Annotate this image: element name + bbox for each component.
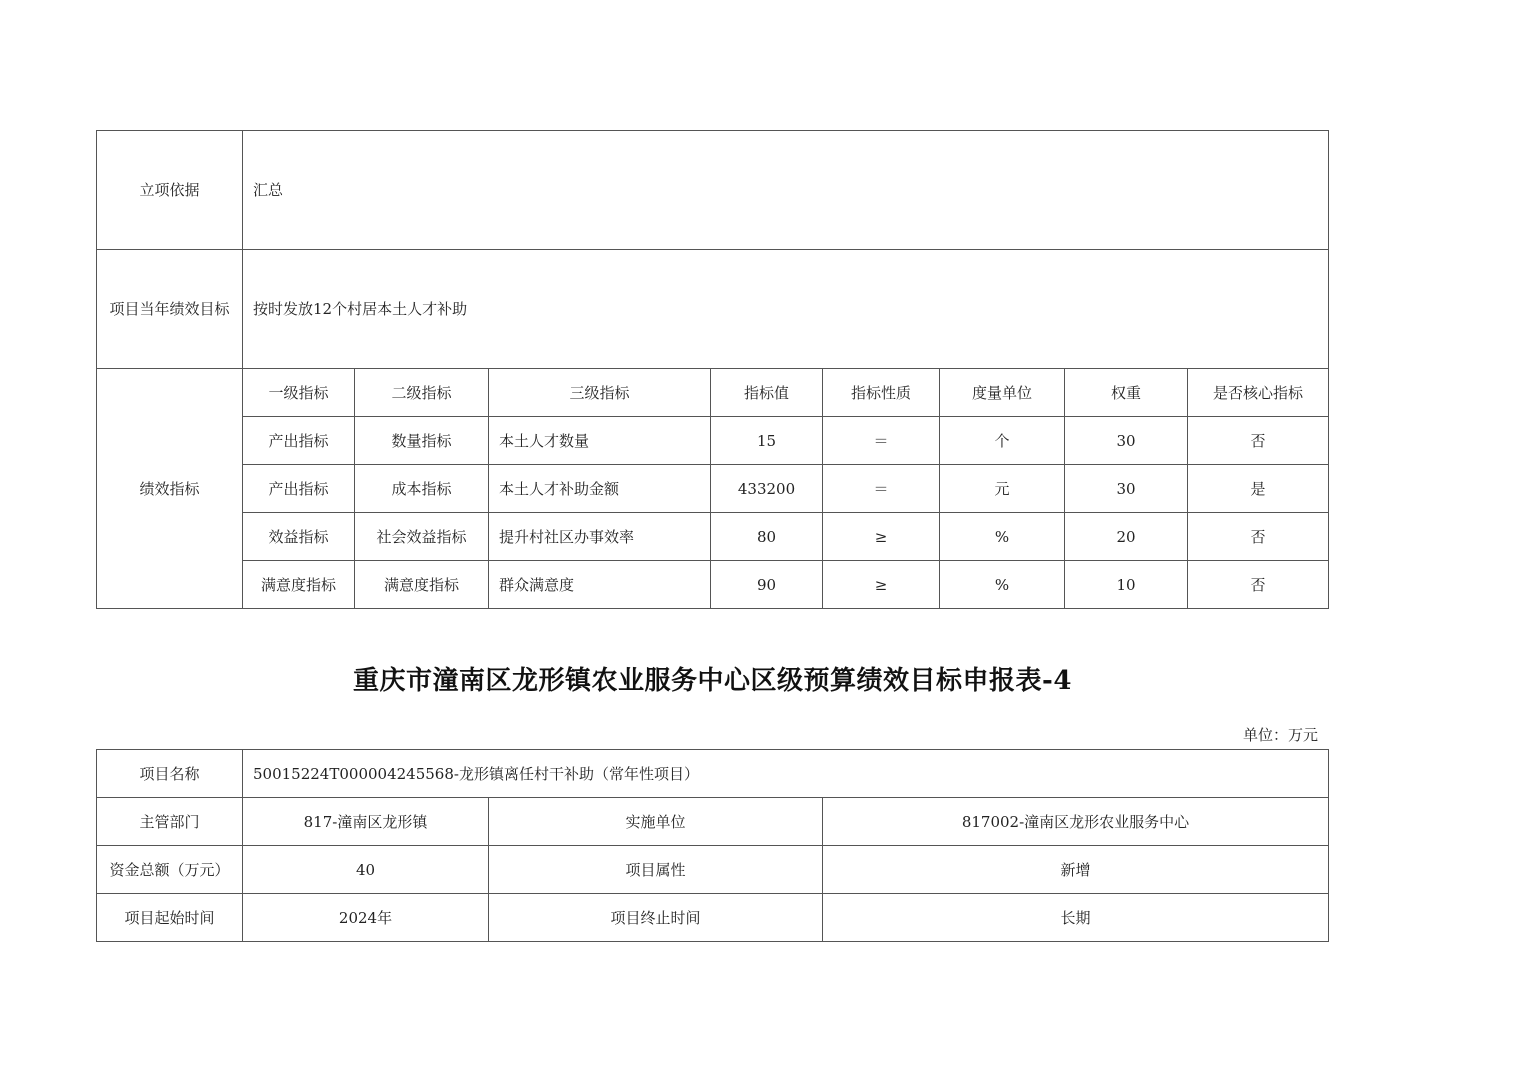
nature-cell: ＝ xyxy=(823,465,940,513)
fund-label: 资金总额（万元） xyxy=(97,846,243,894)
nature-cell: ≥ xyxy=(823,561,940,609)
header-cell: 权重 xyxy=(1065,369,1188,417)
goal-label: 项目当年绩效目标 xyxy=(97,250,243,369)
unit-cell: 元 xyxy=(940,465,1065,513)
impl-label: 实施单位 xyxy=(489,798,823,846)
header-cell: 指标性质 xyxy=(823,369,940,417)
value-cell: 90 xyxy=(711,561,823,609)
goal-row xyxy=(97,250,1329,369)
project-info-table xyxy=(96,749,1329,942)
table-row xyxy=(97,561,1329,609)
level2-cell: 成本指标 xyxy=(355,465,489,513)
table-row xyxy=(97,465,1329,513)
level3-cell: 群众满意度 xyxy=(489,561,711,609)
fund-value: 40 xyxy=(243,846,489,894)
level1-cell: 效益指标 xyxy=(243,513,355,561)
level1-cell: 产出指标 xyxy=(243,465,355,513)
level2-cell: 数量指标 xyxy=(355,417,489,465)
header-cell: 三级指标 xyxy=(489,369,711,417)
dept-value: 817-潼南区龙形镇 xyxy=(243,798,489,846)
core-cell: 否 xyxy=(1188,513,1329,561)
value-cell: 15 xyxy=(711,417,823,465)
level2-cell: 社会效益指标 xyxy=(355,513,489,561)
fund-row xyxy=(97,846,1329,894)
table-row xyxy=(97,417,1329,465)
weight-cell: 30 xyxy=(1065,465,1188,513)
level3-cell: 本土人才补助金额 xyxy=(489,465,711,513)
unit-cell: % xyxy=(940,513,1065,561)
attr-value: 新增 xyxy=(823,846,1329,894)
unit-label: 单位：万元 xyxy=(1242,726,1318,744)
start-value: 2024年 xyxy=(243,894,489,942)
level2-cell: 满意度指标 xyxy=(355,561,489,609)
dept-label: 主管部门 xyxy=(97,798,243,846)
header-cell: 度量单位 xyxy=(940,369,1065,417)
level3-cell: 提升村社区办事效率 xyxy=(489,513,711,561)
attr-label: 项目属性 xyxy=(489,846,823,894)
basis-value: 汇总 xyxy=(243,131,1329,250)
nature-cell: ＝ xyxy=(823,417,940,465)
weight-cell: 20 xyxy=(1065,513,1188,561)
level1-cell: 满意度指标 xyxy=(243,561,355,609)
performance-table xyxy=(96,130,1329,609)
header-cell: 指标值 xyxy=(711,369,823,417)
value-cell: 80 xyxy=(711,513,823,561)
unit-cell: % xyxy=(940,561,1065,609)
start-label: 项目起始时间 xyxy=(97,894,243,942)
project-name-row xyxy=(97,750,1329,798)
weight-cell: 30 xyxy=(1065,417,1188,465)
dept-row xyxy=(97,798,1329,846)
basis-row xyxy=(97,131,1329,250)
value-cell: 433200 xyxy=(711,465,823,513)
goal-value: 按时发放12个村居本土人才补助 xyxy=(243,250,1329,369)
core-cell: 否 xyxy=(1188,417,1329,465)
core-cell: 是 xyxy=(1188,465,1329,513)
form-title: 重庆市潼南区龙形镇农业服务中心区级预算绩效目标申报表-4 xyxy=(353,666,1072,696)
basis-label: 立项依据 xyxy=(97,131,243,250)
unit-cell: 个 xyxy=(940,417,1065,465)
header-cell: 二级指标 xyxy=(355,369,489,417)
impl-value: 817002-潼南区龙形农业服务中心 xyxy=(823,798,1329,846)
header-cell: 是否核心指标 xyxy=(1188,369,1329,417)
time-row xyxy=(97,894,1329,942)
table-row xyxy=(97,513,1329,561)
core-cell: 否 xyxy=(1188,561,1329,609)
level3-cell: 本土人才数量 xyxy=(489,417,711,465)
project-name-label: 项目名称 xyxy=(97,750,243,798)
weight-cell: 10 xyxy=(1065,561,1188,609)
indicators-label: 绩效指标 xyxy=(97,369,243,609)
indicator-header-row xyxy=(97,369,1329,417)
nature-cell: ≥ xyxy=(823,513,940,561)
level1-cell: 产出指标 xyxy=(243,417,355,465)
end-value: 长期 xyxy=(823,894,1329,942)
header-cell: 一级指标 xyxy=(243,369,355,417)
project-name-value: 50015224T000004245568-龙形镇离任村干补助（常年性项目） xyxy=(243,750,1329,798)
end-label: 项目终止时间 xyxy=(489,894,823,942)
